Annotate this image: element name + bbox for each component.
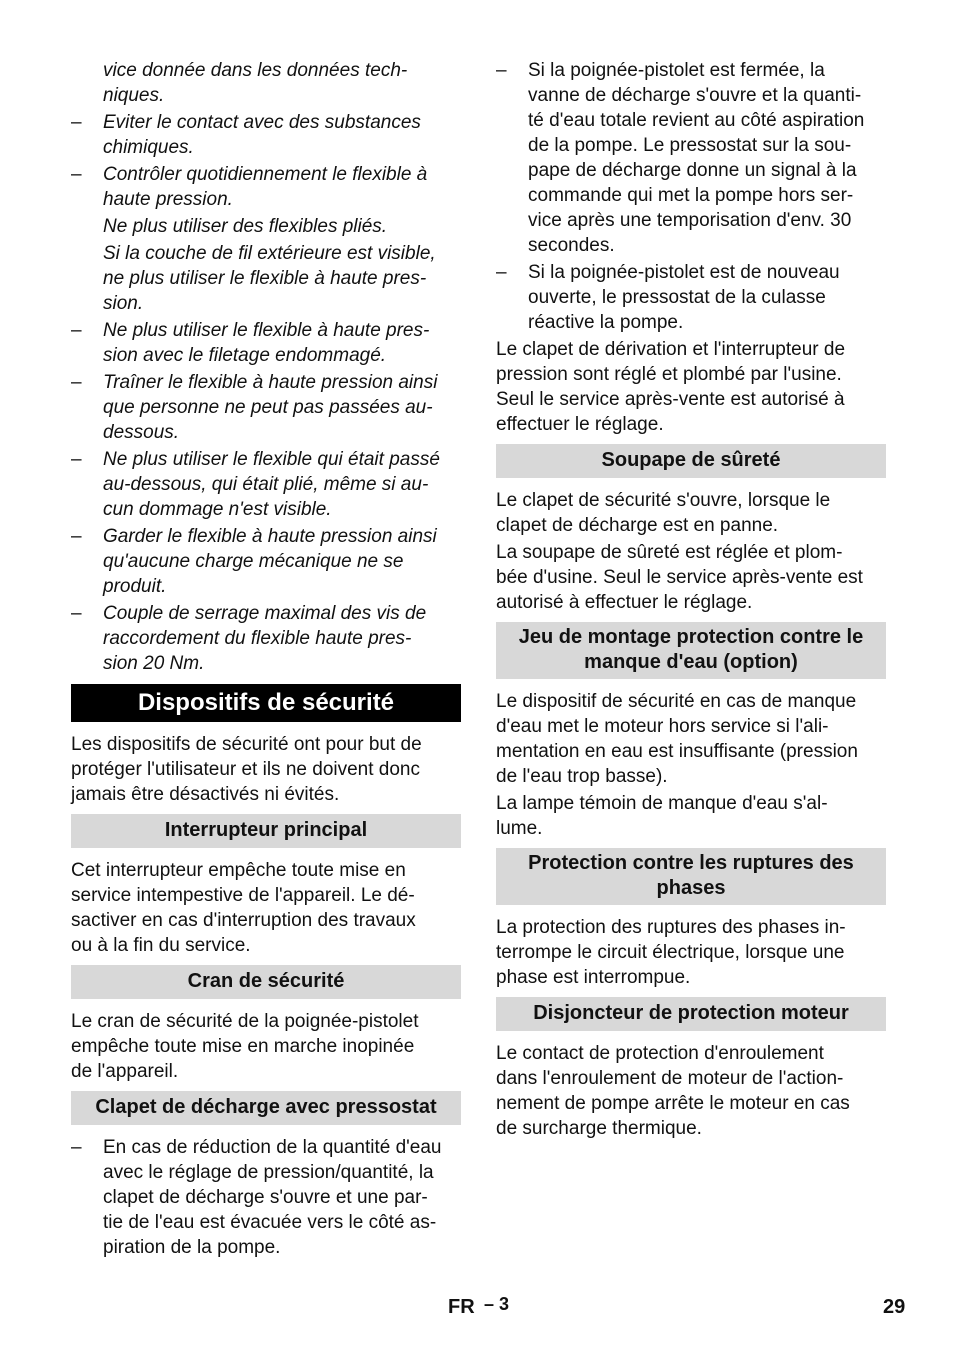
list-item xyxy=(71,447,461,522)
text-line: pression sont réglé et plombé par l'usine. xyxy=(496,364,842,385)
list-item xyxy=(496,260,886,335)
list-item xyxy=(71,318,461,368)
text-line: cun dommage n'est visible. xyxy=(103,499,332,520)
list-item xyxy=(71,162,461,212)
list-item-text xyxy=(103,162,461,212)
text-line: vice après une temporisation d'env. 30 xyxy=(528,210,852,231)
list-dash: – xyxy=(71,603,82,624)
text-line: jamais être désactivés ni évités. xyxy=(71,784,340,805)
text-line: Protection contre les ruptures des xyxy=(528,852,854,874)
list-1 xyxy=(71,110,461,212)
heading-soupape: Soupape de sûreté xyxy=(496,444,886,478)
text-line: au-dessous, qui était plié, même si au- xyxy=(103,474,429,495)
text-line: Ne plus utiliser des flexibles pliés. xyxy=(103,216,388,237)
paragraph-soupape-b xyxy=(496,540,886,615)
text-line: qu'aucune charge mécanique ne se xyxy=(103,551,404,572)
text-line: ouverte, le pressostat de la culasse xyxy=(528,287,826,308)
left-column xyxy=(71,58,461,1262)
text-line: secondes. xyxy=(528,235,615,256)
paragraph-jeu-a xyxy=(496,689,886,789)
list-item xyxy=(71,370,461,445)
heading-clapet: Clapet de décharge avec pressostat xyxy=(71,1091,461,1125)
text-line: piration de la pompe. xyxy=(103,1237,281,1258)
text-line: Le clapet de sécurité s'ouvre, lorsque le xyxy=(496,490,831,511)
text-line: clapet de décharge s'ouvre et une par- xyxy=(103,1187,428,1208)
list-item-text xyxy=(103,1135,461,1260)
page-number: 29 xyxy=(883,1296,906,1318)
text-line: bée d'usine. Seul le service après-vente est xyxy=(496,567,863,588)
text-line: Garder le flexible à haute pression ainsi xyxy=(103,526,437,547)
text-line: Si la poignée-pistolet est de nouveau xyxy=(528,262,840,283)
text-line: raccordement du flexible haute pres- xyxy=(103,628,412,649)
text-line: service intempestive de l'appareil. Le dé- xyxy=(71,885,415,906)
text-line: En cas de réduction de la quantité d'eau xyxy=(103,1137,442,1158)
list-dash: – xyxy=(71,164,82,185)
list-item-text xyxy=(103,110,461,160)
list-2 xyxy=(71,318,461,676)
text-line: de surcharge thermique. xyxy=(496,1118,702,1139)
list-item-text xyxy=(103,524,461,599)
text-line: Le cran de sécurité de la poignée-pistolet xyxy=(71,1011,419,1032)
paragraph-jeu-b xyxy=(496,791,886,841)
list-item-text xyxy=(103,447,461,522)
text-line: Ne plus utiliser le flexible à haute pres- xyxy=(103,320,430,341)
italic-para-c xyxy=(71,241,461,316)
section-title: Dispositifs de sécurité xyxy=(71,684,461,722)
text-line: La soupape de sûreté est réglée et plom- xyxy=(496,542,843,563)
text-line: dans l'enroulement de moteur de l'action- xyxy=(496,1068,844,1089)
heading-cran: Cran de sécurité xyxy=(71,965,461,999)
text-line: manque d'eau (option) xyxy=(584,651,798,673)
text-line: La lampe témoin de manque d'eau s'al- xyxy=(496,793,828,814)
right-column xyxy=(496,58,886,1143)
text-line: pape de décharge donne un signal à la xyxy=(528,160,857,181)
text-line: Eviter le contact avec des substances xyxy=(103,112,421,133)
heading-phases xyxy=(496,848,886,905)
list-item-text xyxy=(103,601,461,676)
list-item xyxy=(71,524,461,599)
text-line: Ne plus utiliser le flexible qui était passé xyxy=(103,449,440,470)
italic-para-b xyxy=(71,214,461,239)
text-line: réactive la pompe. xyxy=(528,312,684,333)
text-line: sion. xyxy=(103,293,144,314)
list-clapet xyxy=(71,1135,461,1260)
text-line: de la pompe. Le pressostat sur la sou- xyxy=(528,135,852,156)
text-line: nement de pompe arrête le moteur en cas xyxy=(496,1093,850,1114)
text-line: phase est interrompue. xyxy=(496,967,691,988)
text-line: empêche toute mise en marche inopinée xyxy=(71,1036,415,1057)
text-line: produit. xyxy=(103,576,167,597)
text-line: Le dispositif de sécurité en cas de manque xyxy=(496,691,857,712)
text-line: ou à la fin du service. xyxy=(71,935,251,956)
list-item-text xyxy=(103,370,461,445)
text-line: Jeu de montage protection contre le xyxy=(518,626,864,648)
text-line: Si la poignée-pistolet est fermée, la xyxy=(528,60,825,81)
heading-jeu xyxy=(496,622,886,679)
list-top xyxy=(496,58,886,335)
text-line: sactiver en cas d'interruption des travaux xyxy=(71,910,416,931)
heading-disjoncteur: Disjoncteur de protection moteur xyxy=(496,997,886,1031)
list-dash: – xyxy=(71,449,82,470)
paragraph-soupape-a xyxy=(496,488,886,538)
text-line: commande qui met la pompe hors ser- xyxy=(528,185,854,206)
text-line: sion 20 Nm. xyxy=(103,653,205,674)
list-item xyxy=(71,110,461,160)
text-line: Le clapet de dérivation et l'interrupteur de xyxy=(496,339,846,360)
list-dash: – xyxy=(71,372,82,393)
text-line: phases xyxy=(656,877,726,899)
text-line: effectuer le réglage. xyxy=(496,414,664,435)
text-line: Couple de serrage maximal des vis de xyxy=(103,603,427,624)
text-line: Seul le service après-vente est autorisé à xyxy=(496,389,845,410)
text-line: vice donnée dans les données tech- xyxy=(103,60,408,81)
heading-interrupteur: Interrupteur principal xyxy=(71,814,461,848)
text-line: chimiques. xyxy=(103,137,194,158)
text-line: Les dispositifs de sécurité ont pour but de xyxy=(71,734,422,755)
text-line: que personne ne peut pas passées au- xyxy=(103,397,433,418)
list-dash: – xyxy=(71,112,82,133)
text-line: protéger l'utilisateur et ils ne doivent donc xyxy=(71,759,420,780)
italic-para-a xyxy=(71,58,461,108)
text-line: tie de l'eau est évacuée vers le côté as- xyxy=(103,1212,437,1233)
text-line: clapet de décharge est en panne. xyxy=(496,515,779,536)
list-item-text xyxy=(528,58,886,258)
paragraph-disjoncteur xyxy=(496,1041,886,1141)
list-dash: – xyxy=(496,262,507,283)
text-line: Cet interrupteur empêche toute mise en xyxy=(71,860,406,881)
text-line: terrompe le circuit électrique, lorsque une xyxy=(496,942,845,963)
list-item xyxy=(496,58,886,258)
text-line: La protection des ruptures des phases in- xyxy=(496,917,846,938)
list-item-text xyxy=(103,318,461,368)
text-line: lume. xyxy=(496,818,543,839)
list-item xyxy=(71,601,461,676)
text-line: vanne de décharge s'ouvre et la quanti- xyxy=(528,85,862,106)
text-line: avec le réglage de pression/quantité, la xyxy=(103,1162,434,1183)
paragraph-phases xyxy=(496,915,886,990)
list-dash: – xyxy=(496,60,507,81)
text-line: té d'eau totale revient au côté aspiration xyxy=(528,110,865,131)
text-line: de l'appareil. xyxy=(71,1061,179,1082)
list-dash: – xyxy=(71,1137,82,1158)
list-dash: – xyxy=(71,526,82,547)
list-item-text xyxy=(528,260,886,335)
text-line: dessous. xyxy=(103,422,180,443)
text-line: Contrôler quotidiennement le flexible à xyxy=(103,164,428,185)
footer-chapter-page: – 3 xyxy=(484,1294,510,1314)
text-line: ne plus utiliser le flexible à haute pres- xyxy=(103,268,427,289)
text-line: haute pression. xyxy=(103,189,233,210)
text-line: mentation en eau est insuffisante (pression xyxy=(496,741,858,762)
paragraph-derivation xyxy=(496,337,886,437)
intro-paragraph xyxy=(71,732,461,807)
list-item xyxy=(71,1135,461,1260)
text-line: sion avec le filetage endommagé. xyxy=(103,345,387,366)
text-line: Si la couche de fil extérieure est visible, xyxy=(103,243,436,264)
text-line: d'eau met le moteur hors service si l'ali- xyxy=(496,716,829,737)
text-line: Traîner le flexible à haute pression ainsi xyxy=(103,372,438,393)
text-line: de l'eau trop basse). xyxy=(496,766,668,787)
footer-language: FR xyxy=(448,1296,475,1318)
text-line: autorisé à effectuer le réglage. xyxy=(496,592,753,613)
text-line: Le contact de protection d'enroulement xyxy=(496,1043,824,1064)
paragraph-interrupteur xyxy=(71,858,461,958)
text-line: niques. xyxy=(103,85,165,106)
list-dash: – xyxy=(71,320,82,341)
paragraph-cran xyxy=(71,1009,461,1084)
